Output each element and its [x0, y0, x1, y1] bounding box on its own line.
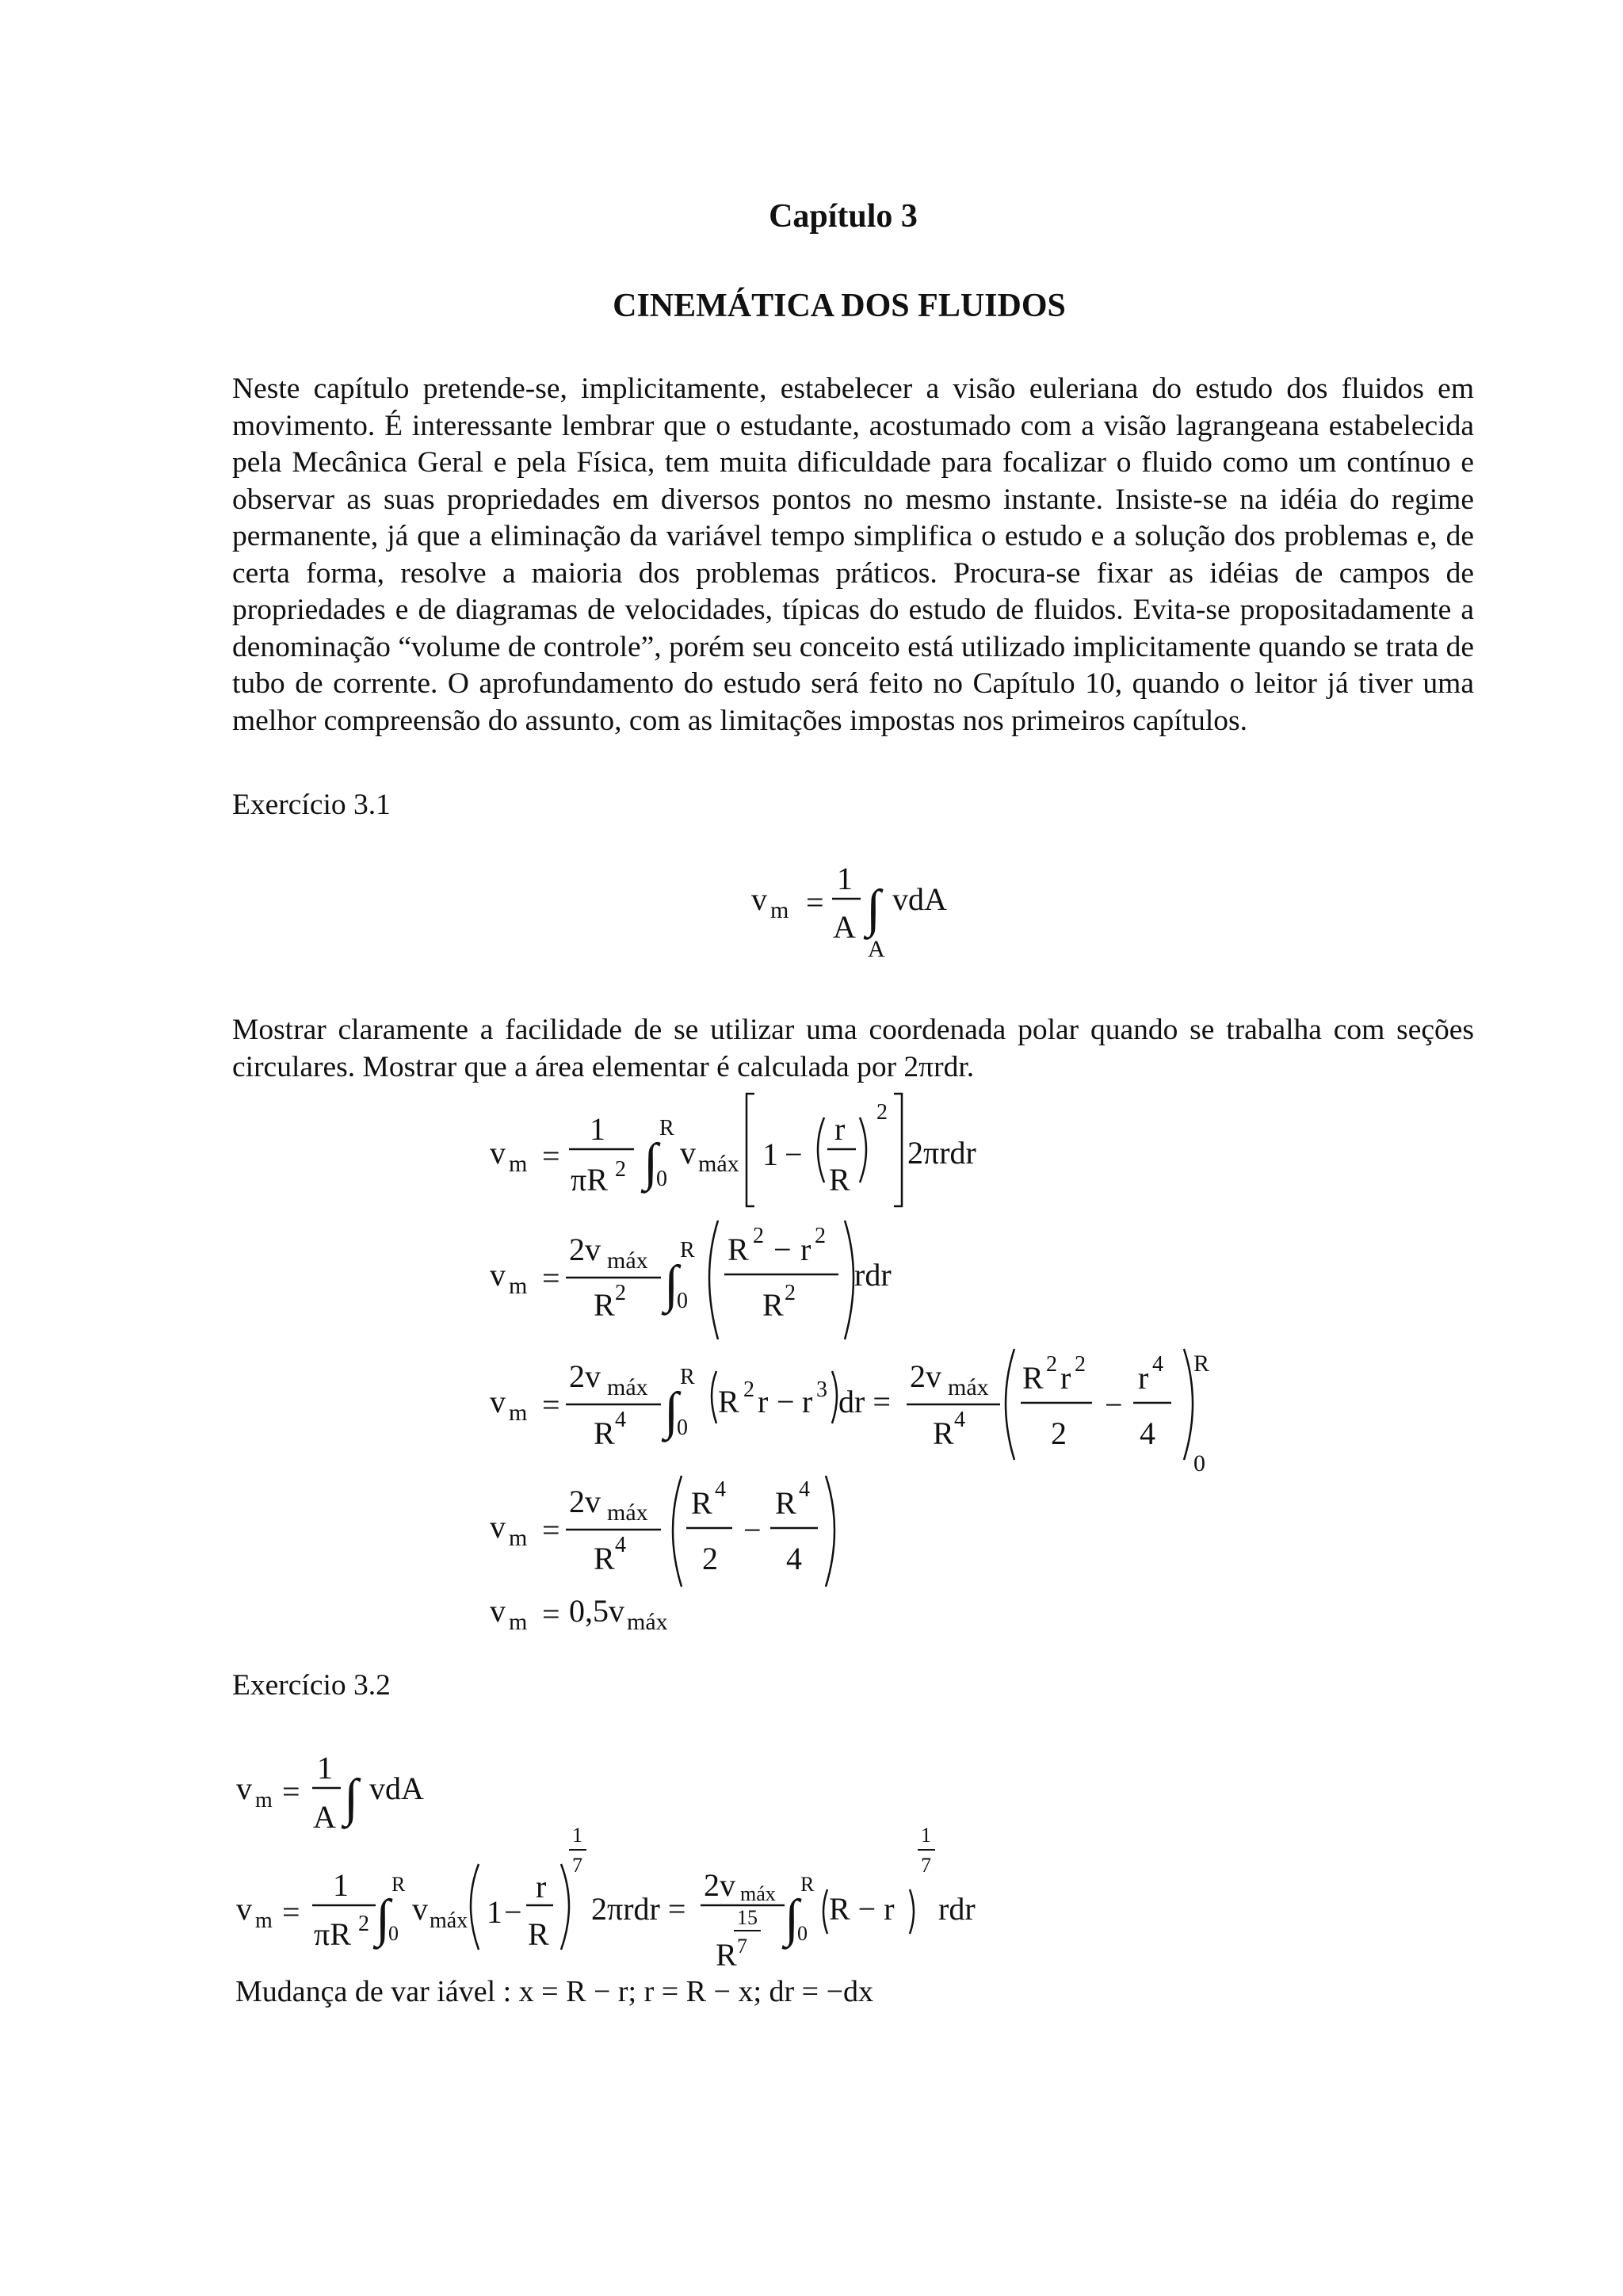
chapter-title: CINEMÁTICA DOS FLUIDOS [613, 288, 1066, 324]
svg-text:R: R [727, 1232, 749, 1267]
svg-text:4: 4 [1152, 1352, 1163, 1377]
svg-text:v: v [680, 1135, 696, 1171]
svg-text:−: − [504, 1894, 522, 1930]
svg-text:1: 1 [921, 1824, 931, 1847]
svg-text:r: r [802, 1384, 813, 1419]
svg-text:m: m [509, 1525, 528, 1551]
svg-text:4: 4 [715, 1477, 726, 1502]
svg-text:2: 2 [753, 1224, 764, 1248]
svg-text:R: R [718, 1384, 739, 1419]
svg-text:2: 2 [358, 1912, 369, 1936]
svg-text:2: 2 [1046, 1352, 1057, 1377]
svg-text:R: R [594, 1541, 615, 1576]
svg-text:R: R [691, 1485, 712, 1521]
svg-text:2v: 2v [569, 1232, 601, 1267]
svg-text:rdr: rdr [854, 1257, 892, 1293]
svg-text:máx: máx [698, 1151, 739, 1177]
svg-text:2: 2 [815, 1224, 826, 1248]
svg-text:=: = [542, 1512, 560, 1548]
svg-text:=: = [542, 1260, 560, 1296]
svg-text:r: r [536, 1869, 547, 1904]
svg-text:R: R [716, 1937, 737, 1973]
svg-text:2v: 2v [569, 1484, 601, 1519]
svg-text:∫: ∫ [664, 1255, 679, 1313]
svg-text:4: 4 [615, 1408, 626, 1432]
svg-text:=: = [282, 1774, 300, 1809]
equation-ex2-integral [236, 1824, 976, 1973]
svg-text:R: R [594, 1415, 615, 1451]
svg-text:v: v [490, 1384, 506, 1419]
svg-text:2: 2 [876, 1100, 888, 1125]
svg-text:v: v [236, 1771, 252, 1806]
svg-text:r: r [834, 1111, 846, 1147]
svg-text:0,5v: 0,5v [569, 1593, 624, 1629]
svg-text:vdA: vdA [369, 1771, 424, 1806]
svg-text:1: 1 [572, 1824, 582, 1847]
svg-text:2: 2 [702, 1541, 718, 1576]
svg-text:πR: πR [314, 1916, 351, 1952]
svg-text:0: 0 [1193, 1450, 1205, 1477]
svg-text:4: 4 [1140, 1415, 1155, 1451]
eq1-num: 1 [837, 861, 853, 896]
svg-text:máx: máx [430, 1908, 468, 1933]
svg-text:R: R [775, 1485, 796, 1521]
svg-text:=: = [282, 1894, 300, 1930]
svg-text:7: 7 [572, 1854, 582, 1877]
svg-text:2: 2 [1075, 1352, 1086, 1377]
svg-text:4: 4 [954, 1408, 965, 1432]
eq1-v: v [751, 881, 767, 917]
chapter-number: Capítulo 3 [769, 198, 918, 235]
svg-text:2: 2 [1051, 1415, 1067, 1451]
svg-text:15: 15 [737, 1906, 758, 1929]
svg-text:A: A [313, 1799, 336, 1835]
svg-text:∫: ∫ [376, 1889, 391, 1947]
eq1-sub-m: m [770, 897, 789, 923]
svg-text:máx: máx [627, 1609, 668, 1635]
exercise-3-1-text: Mostrar claramente a facilidade de se utilizar uma coordenada polar quando se trabalha com seções circulares. Mostrar que a área elementar é calculada por 2πrdr. [232, 1014, 1474, 1083]
svg-text:v: v [412, 1891, 428, 1927]
svg-text:r: r [1138, 1360, 1149, 1396]
eq1-lower: A [868, 936, 885, 962]
svg-text:−: − [785, 1137, 803, 1172]
svg-text:2v: 2v [569, 1358, 601, 1394]
svg-text:7: 7 [737, 1935, 747, 1958]
equation-result [490, 1593, 668, 1635]
svg-text:0: 0 [677, 1289, 688, 1313]
svg-text:v: v [236, 1891, 252, 1927]
svg-text:R: R [528, 1916, 549, 1952]
svg-text:R: R [391, 1873, 406, 1896]
svg-text:R: R [933, 1415, 954, 1451]
exercise-3-2-heading: Exercício 3.2 [232, 1669, 391, 1702]
svg-text:r: r [800, 1232, 812, 1267]
svg-text:m: m [509, 1151, 528, 1177]
exercise-3-1-heading: Exercício 3.1 [232, 789, 391, 821]
svg-text:1: 1 [333, 1867, 349, 1903]
svg-text:R: R [1022, 1360, 1044, 1396]
svg-text:=: = [542, 1596, 560, 1632]
svg-text:R: R [659, 1116, 674, 1140]
svg-text:πR: πR [571, 1162, 608, 1198]
svg-text:R: R [829, 1162, 850, 1198]
svg-text:0: 0 [388, 1922, 399, 1945]
svg-text:2: 2 [615, 1157, 626, 1182]
svg-text:2v: 2v [910, 1358, 941, 1394]
eq1-equals: = [806, 884, 824, 920]
equation-4 [490, 1349, 1209, 1477]
svg-text:dr =: dr = [838, 1384, 891, 1419]
svg-text:máx: máx [607, 1374, 648, 1400]
intro-paragraph: Neste capítulo pretende-se, implicitamente, estabelecer a visão euleriana do estudo dos fluidos em movimento. É interessante lembrar que o estudante, acostumado com a visão lagrangeana estabelecida pela Mecânica Geral e pela Física, tem muita dificuldade para focalizar o fluido como um contínuo e observar as suas propriedades em diversos pontos no mesmo instante. Insiste-se na idéia do regime permanente, já que a eliminação da variável tempo simplifica o estudo e a solução dos problemas e, de certa forma, resolve a maioria dos problemas práticos. Procura-se fixar as idéias de campos de propriedades e de diagramas de velocidades, típicas do estudo de fluidos. Evita-se propositadamente a denominação “volume de controle”, porém seu conceito está utilizado implicitamente quando se trata de tubo de corrente. O aprofundamento do estudo será feito no Capítulo 10, quando o leitor já tiver uma melhor compreensão do assunto, com as limitações impostas nos primeiros capítulos. [232, 372, 1474, 737]
svg-text:r: r [758, 1384, 769, 1419]
variable-substitution: Mudança de var iável : x = R − r; r = R − x; dr = −dx [235, 1975, 874, 2008]
svg-text:R: R [680, 1365, 695, 1389]
svg-text:m: m [509, 1400, 528, 1426]
svg-text:1: 1 [590, 1111, 605, 1147]
svg-text:7: 7 [921, 1854, 931, 1877]
svg-text:0: 0 [656, 1167, 667, 1191]
svg-text:R − r: R − r [829, 1891, 895, 1927]
svg-text:v: v [490, 1593, 506, 1629]
svg-text:−: − [1105, 1387, 1123, 1423]
svg-text:∫: ∫ [643, 1133, 659, 1191]
equation-5 [490, 1476, 834, 1587]
svg-text:2: 2 [743, 1377, 754, 1402]
svg-text:2πrdr: 2πrdr [907, 1135, 976, 1171]
svg-text:−: − [743, 1512, 762, 1548]
svg-text:4: 4 [799, 1477, 810, 1502]
equation-mean-velocity-1 [751, 861, 947, 962]
eq1-integral: ∫ [866, 880, 881, 938]
svg-text:2: 2 [615, 1281, 626, 1305]
svg-text:m: m [509, 1273, 528, 1299]
equation-3 [490, 1221, 892, 1339]
eq1-den: A [833, 909, 856, 945]
svg-text:1: 1 [487, 1894, 502, 1930]
svg-text:m: m [509, 1609, 528, 1635]
svg-text:v: v [490, 1509, 506, 1545]
svg-text:rdr: rdr [938, 1891, 976, 1927]
svg-text:∫: ∫ [344, 1769, 359, 1827]
svg-text:2πrdr =: 2πrdr = [591, 1891, 686, 1927]
svg-text:máx: máx [607, 1247, 648, 1274]
svg-text:3: 3 [816, 1377, 827, 1402]
svg-text:R: R [762, 1287, 784, 1323]
svg-text:0: 0 [797, 1922, 808, 1945]
svg-text:4: 4 [786, 1541, 802, 1576]
svg-text:=: = [542, 1138, 560, 1174]
eq1-integrand: vdA [892, 881, 947, 917]
svg-text:R: R [1193, 1350, 1210, 1377]
svg-text:R: R [680, 1238, 695, 1263]
svg-text:1: 1 [317, 1750, 333, 1786]
svg-text:m: m [255, 1908, 273, 1933]
svg-text:R: R [800, 1873, 815, 1896]
svg-text:∫: ∫ [664, 1382, 679, 1440]
svg-text:4: 4 [615, 1533, 626, 1557]
svg-text:R: R [594, 1287, 615, 1323]
svg-text:v: v [490, 1135, 506, 1171]
equation-2 [490, 1094, 976, 1206]
svg-text:1: 1 [762, 1137, 778, 1172]
svg-text:2: 2 [785, 1281, 796, 1305]
svg-text:máx: máx [740, 1882, 776, 1905]
svg-text:0: 0 [677, 1415, 688, 1440]
svg-text:r: r [1060, 1360, 1071, 1396]
equation-mean-velocity-2 [236, 1750, 424, 1835]
svg-text:v: v [490, 1257, 506, 1293]
svg-text:m: m [255, 1788, 273, 1813]
svg-text:=: = [542, 1387, 560, 1423]
svg-text:máx: máx [948, 1374, 989, 1400]
svg-text:−: − [773, 1232, 792, 1267]
svg-text:∫: ∫ [785, 1889, 800, 1947]
svg-text:2v: 2v [704, 1867, 735, 1903]
svg-text:máx: máx [607, 1499, 648, 1526]
svg-text:−: − [777, 1384, 795, 1419]
